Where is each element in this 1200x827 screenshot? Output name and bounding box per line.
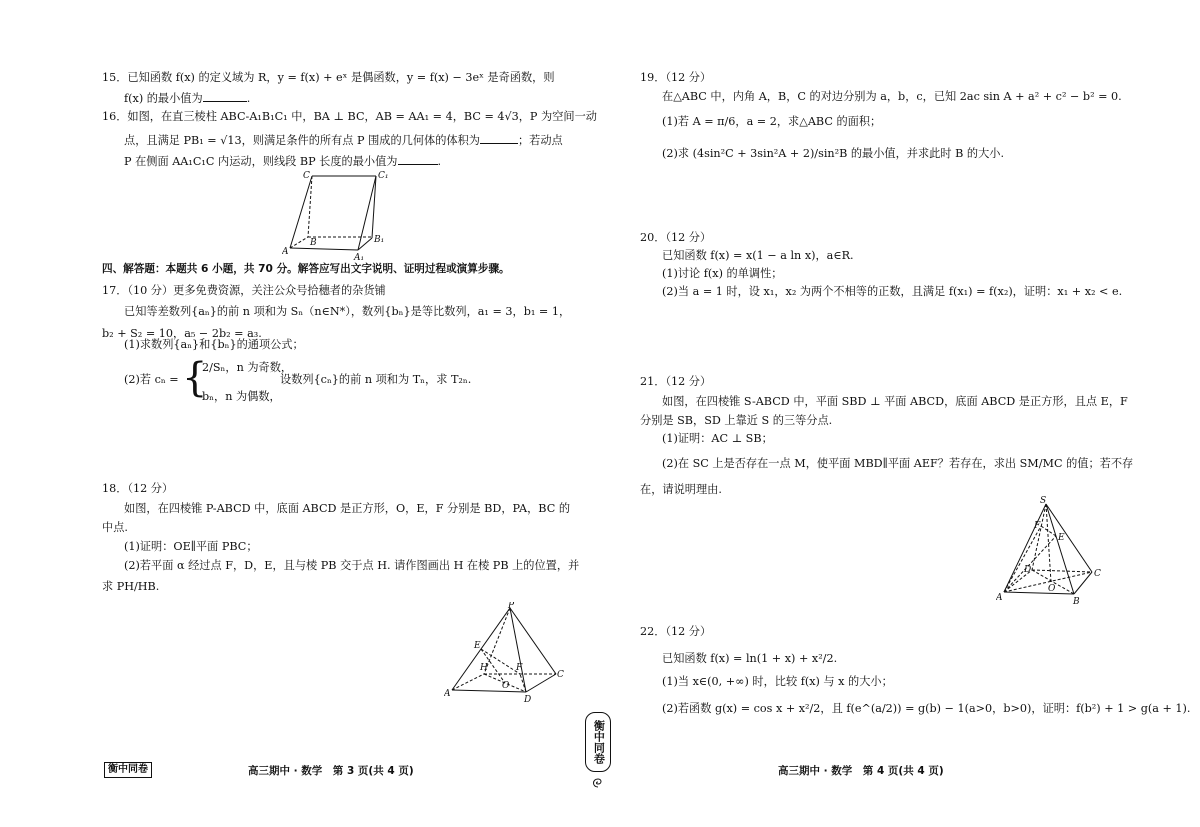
label-A: A — [444, 689, 451, 699]
label-F: F — [1034, 521, 1041, 531]
piecewise-brace: { — [182, 355, 208, 401]
q17-line2: 已知等差数列{aₙ}的前 n 项和为 Sₙ（n∈N*），数列{bₙ}是等比数列，a₁ = 3，b₁ = 1， — [124, 305, 571, 318]
q18-line2: 如图，在四棱锥 P-ABCD 中，底面 ABCD 是正方形，O，E，F 分别是 BD，PA，BC 的 — [124, 502, 571, 515]
q17-line5a: (2)若 cₙ = — [124, 373, 179, 386]
q18-line4: (1)证明：OE∥平面 PBC； — [124, 540, 258, 553]
segment-af — [1004, 526, 1041, 592]
q18-line3: 中点. — [102, 521, 128, 534]
label-C1: C₁ — [378, 171, 389, 181]
q16-line1: 16．如图，在直三棱柱 ABC-A₁B₁C₁ 中，BA ⊥ BC，AB = AA₁ = 4，BC = 4√3，P 为空间一动 — [102, 110, 597, 123]
q17-line5b: 设数列{cₙ}的前 n 项和为 Tₙ，求 T₂ₙ. — [280, 373, 472, 386]
label-D: D — [1024, 565, 1032, 575]
edge-ab — [1004, 592, 1074, 594]
label-C: C — [1094, 569, 1101, 579]
q21-line1: 21．（12 分） — [640, 375, 712, 388]
q17-case1: 2/Sₙ，n 为奇数， — [202, 361, 293, 374]
section-4-heading: 四、解答题：本题共 6 小题，共 70 分。解答应写出文字说明、证明过程或演算步骤。 — [102, 263, 510, 275]
label-B: B — [1073, 597, 1080, 606]
edge-bc — [1074, 572, 1092, 594]
q16-line2: 点，且满足 PB₁ = √13，则满足条件的所有点 P 围成的几何体的体积为 ；若动点 — [124, 134, 563, 147]
label-D: D — [524, 695, 532, 704]
left-page-number: 高三期中 · 数学 第 3 页(共 4 页) — [248, 765, 414, 777]
label-E: E — [1058, 533, 1065, 543]
q20-line3: (1)讨论 f(x) 的单调性； — [662, 267, 783, 280]
q21-line5: (2)在 SC 上是否存在一点 M，使平面 MBD∥平面 AEF？若存在，求出 SM/MC 的值；若不存 — [662, 457, 1134, 470]
q22-line1: 22．（12 分） — [640, 625, 712, 638]
label-O: O — [502, 681, 510, 691]
q20-line4: (2)当 a = 1 时，设 x₁，x₂ 为两个不相等的正数，且满足 f(x₁) = f(x₂)，证明：x₁ + x₂ < e. — [662, 285, 1123, 298]
label-A: A — [996, 593, 1003, 603]
q22-line4: (2)若函数 g(x) = cos x + x²/2，且 f(e^(a/2)) = g(b) − 1(a>0，b>0)，证明：f(b²) + 1 > g(a + 1). — [662, 702, 1191, 715]
label-A: A — [282, 247, 289, 257]
prism-edge-cb — [308, 176, 312, 237]
right-page-number: 高三期中 · 数学 第 4 页(共 4 页) — [778, 765, 944, 777]
q18-line1: 18．（12 分） — [102, 482, 174, 495]
label-B: B — [310, 238, 317, 248]
q17-line3: b₂ + S₂ = 10，a₅ − 2b₂ = a₃. — [102, 327, 262, 340]
brand-badge: 衡中同卷 — [104, 762, 152, 778]
edge-sc — [1046, 504, 1092, 572]
edge-pb — [484, 608, 510, 674]
label-B1: B₁ — [374, 235, 385, 245]
q21-line3: 分别是 SB，SD 上靠近 S 的三等分点. — [640, 414, 833, 427]
label-O: O — [1048, 584, 1056, 594]
edge-sa — [1004, 504, 1046, 592]
edge-ab — [452, 674, 484, 690]
pyramid-sabcd-figure — [996, 496, 1104, 606]
q20-line1: 20．（12 分） — [640, 231, 712, 244]
seal-text: 衡中同卷 — [592, 720, 606, 764]
q19-line4: (2)求 (4sin²C + 3sin²A + 2)/sin²B 的最小值，并求此时 B 的大小. — [662, 147, 1005, 160]
q22-line3: (1)当 x∈(0, +∞) 时，比较 f(x) 与 x 的大小； — [662, 675, 893, 688]
label-H: H — [480, 663, 488, 673]
q19-line3: (1)若 A = π/6，a = 2，求△ABC 的面积； — [662, 115, 882, 128]
brand-seal — [585, 712, 611, 772]
edge-pd — [510, 608, 526, 692]
q21-line6: 在，请说明理由. — [640, 483, 722, 496]
swirl-ornament-icon — [590, 775, 606, 789]
q15-line2: f(x) 的最小值为 . — [124, 92, 251, 105]
q17-case2: bₙ，n 为偶数， — [202, 390, 281, 403]
q20-line2: 已知函数 f(x) = x(1 − a ln x)，a∈R. — [662, 249, 854, 262]
label-P: P — [508, 602, 515, 611]
q21-line2: 如图，在四棱锥 S-ABCD 中，平面 SBD ⊥ 平面 ABCD，底面 ABCD 是正方形，且点 E，F — [662, 395, 1128, 408]
edge-dc — [526, 674, 556, 692]
q19-line1: 19．（12 分） — [640, 71, 712, 84]
label-S: S — [1040, 496, 1047, 506]
edge-dc — [1032, 570, 1092, 572]
q15-line1: 15．已知函数 f(x) 的定义域为 R，y = f(x) + eˣ 是偶函数，y = f(x) − 3eˣ 是奇函数，则 — [102, 71, 555, 84]
label-F: F — [516, 663, 523, 673]
pyramid-pabcd-figure — [444, 602, 564, 704]
edge-sd — [1032, 504, 1046, 570]
label-A1: A₁ — [354, 253, 365, 262]
prism-edge-aa1 — [290, 248, 358, 250]
q16-line3: P 在侧面 AA₁C₁C 内运动，则线段 BP 长度的最小值为 . — [124, 155, 442, 168]
label-E: E — [474, 641, 481, 651]
q18-line5: (2)若平面 α 经过点 F，D，E，且与棱 PB 交于点 H. 请作图画出 H 在棱 PB 上的位置，并 — [124, 559, 580, 572]
q21-line4: (1)证明：AC ⊥ SB； — [662, 432, 773, 445]
edge-ad — [452, 690, 526, 692]
prism-figure — [282, 170, 392, 262]
label-C: C — [557, 670, 564, 680]
q18-line6: 求 PH/HB. — [102, 580, 160, 593]
q19-line2: 在△ABC 中，内角 A，B，C 的对边分别为 a，b，c，已知 2ac sin A + a² + c² − b² = 0. — [662, 90, 1122, 103]
q17-line4: (1)求数列{aₙ}和{bₙ}的通项公式； — [124, 338, 304, 351]
q22-line2: 已知函数 f(x) = ln(1 + x) + x²/2. — [662, 652, 838, 665]
label-C: C — [303, 171, 310, 181]
q17-line1: 17．（10 分）更多免费资源，关注公众号拾穗者的杂货铺 — [102, 284, 386, 297]
